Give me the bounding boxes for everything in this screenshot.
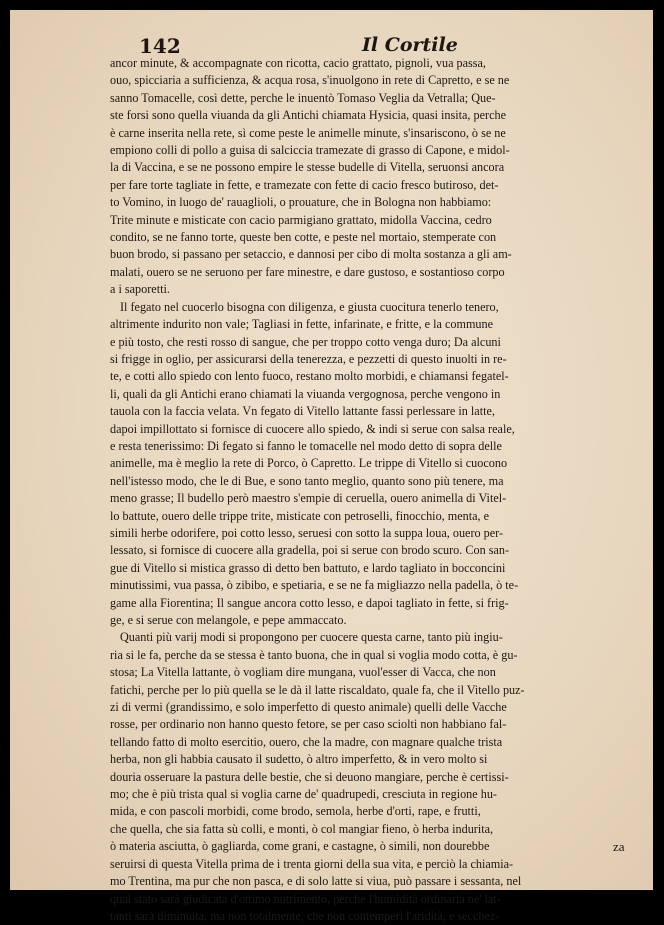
text-line: Il fegato nel cuocerlo bisogna con diligenza, e giusta cuocitura tenerlo tenero, [120,299,499,314]
text-line: meno grasse; Il budello però maestro s'empie di ceruella, ouero animella di Vitel- [110,491,507,506]
text-line: ste forsi sono quella viuanda da gli Antichi chiamata Hysicia, quasi insita, perche [110,108,506,123]
text-line: mo Trentina, ma pur che non pasca, e di solo latte si viua, può passare i sessanta, nel [110,874,522,889]
text-line: rosse, per ordinario non hanno questo fetore, se per caso sciolti non habbiano fal- [110,717,507,732]
text-line: mida, e con pascoli morbidi, come brodo, semola, herbe d'orti, rape, e frutti, [110,804,481,819]
text-line: si frigge in oglio, per assicurarsi della tenerezza, e pezzetti di questo inuolti in re- [110,351,507,366]
text-line: douria osseruare la pastura delle bestie, che si deuono mangiare, perche è certissi- [110,769,509,784]
text-line: qual stato sarà giudicata d'ottimo nutrimento, perche l'humidità ordinaria ne' lat- [110,891,501,906]
body-text [110,55,640,925]
text-line: dapoi impillottato si fornisce di cuocere allo spiedo, & indi si serue con salsa reale, [110,421,515,436]
text-line: zi di vermi (grandissimo, e solo imperfetto di questo animale) quelli delle Vacche [110,700,507,715]
text-line: tellando fatto di molto esercitio, ouero, che la madre, con magnare qualche trista [110,734,503,749]
text-line: ouo, spicciaria a sufficienza, & acqua rosa, s'inuolgono in rete di Capretto, e se ne [110,73,510,88]
text-line: animelle, ma è meglio la rete di Porco, ò Capretto. Le trippe di Vitello si cuocono [110,456,508,471]
text-line: è carne inserita nella rete, sì come peste le animelle minute, s'insariscono, ò se ne [110,125,506,140]
text-line: e più tosto, che resti rosso di sangue, che per troppo cotto venga duro; Da alcuni [110,334,501,349]
text-line: tanti sarà diminuita, ma non totalmente, che non contemperi l'aridità, e secchez- [110,908,500,923]
text-line: a i saporetti. [110,282,170,297]
text-line: fatichi, perche per lo più quella se le dà il latte riscaldato, quale fa, che il Vitello puz- [110,682,525,697]
page-number: 142 [139,34,181,58]
text-line: ancor minute, & accompagnate con ricotta, cacio grattato, pignoli, vua passa, [110,56,486,70]
running-title: Il Cortile [362,34,458,56]
text-line: li, quali da gli Antichi erano chiamati la viuanda vergognosa, perche vengono in [110,386,501,401]
text-line: condito, se ne fanno torte, queste ben cotte, e peste nel mortaio, stemperate con [110,230,497,245]
text-line: te, e cotti allo spiedo con lento fuoco, restano molto morbidi, e chiamansi fegatel- [110,369,509,384]
text-line: seruirsi di questa Vitella prima de i trenta giorni della sua vita, e perciò la chiamia- [110,856,514,871]
text-line: simili herbe odorifere, poi cotto lesso, seruesi con sotto la suppa loua, ouero per- [110,525,504,540]
text-line: lo battute, ouero delle trippe trite, misticate con petroselli, finocchio, menta, e [110,508,490,523]
text-line: ge, e si serue con melangole, e pepe ammaccato. [110,613,347,627]
text-line: la di Vaccina, e se ne possono empire le stesse budelle di Vitella, seruonsi ancora [110,160,505,175]
text-line: game alla Fiorentina; Il sangue ancora cotto lesso, e dapoi tagliato in fette, si frig- [110,595,509,610]
text-line: herba, non gli habbia causato il sudetto, ò altro imperfetto, & in vero molto si [110,752,488,767]
text-line: che quella, che sia fatta sù colli, e monti, ò col mangiar fieno, ò herba indurita, [110,821,494,836]
text-line: lessato, si fornisce di cuocere alla gradella, poi si serue con brodo scuro. Con san- [110,543,510,558]
book-page [10,10,653,923]
text-line: Trite minute e misticate con cacio parmigiano grattato, midolla Vaccina, cedro [110,212,492,227]
catchword: za [613,839,625,854]
text-line: e resta tenerissimo: Di fegato si fanno le tomacelle nel modo detto di sopra delle [110,438,502,453]
text-line: ria si le fa, perche da se stessa è tanto buona, che in qual si voglia modo cotta, è gu- [110,647,518,662]
text-line: stosa; La Vitella lattante, ò vogliam dire mungana, vuol'esser di Vacca, che non [110,665,496,680]
text-line: empiono colli di pollo a guisa di salciccia tramezate di grasso di Capone, e midol- [110,143,510,158]
text-line: sanno Tomacelle, così dette, perche le inuentò Tomaso Veglia da Vetralla; Que- [110,90,496,105]
text-line: nell'istesso modo, che le di Bue, e sono tanto meglio, quanto sono più tenere, ma [110,473,504,488]
text-line: Quanti più varij modi si propongono per cuocere questa carne, tanto più ingiu- [120,630,503,645]
text-line: minutissimi, vua passa, ò zibibo, e spetiaria, e se ne fa migliazzo nella padella, ò te- [110,578,519,593]
text-line: altrimente indurito non vale; Tagliasi in fette, infarinate, e fritte, e la commune [110,317,494,332]
text-line: gue di Vitello si mistica grasso di detto ben battuto, e lardo tagliato in bocconcini [110,560,506,575]
text-line: per fare torte tagliate in fette, e tramezate con fette di cacio fresco butiroso, det- [110,177,499,192]
text-line: tauola con la faccia velata. Vn fegato di Vitello lattante fassi perlessare in latte, [110,404,495,419]
text-line: mo; che è più trista qual si voglia carne de' quadrupedi, cresciuta in regione hu- [110,787,497,802]
text-line: malati, ouero se ne seruono per fare minestre, e dare gustoso, e sostantioso corpo [110,264,505,279]
text-line: to Vomino, in luogo de' rauaglioli, o prouature, che in Bologna non habbiamo: [110,195,492,210]
text-line: ò materia asciutta, ò gagliarda, come grani, e castagne, ò simili, non dourebbe [110,839,490,854]
text-line: buon brodo, si passano per setaccio, e dannosi per cibo di molta sostanza a gli am- [110,247,512,262]
